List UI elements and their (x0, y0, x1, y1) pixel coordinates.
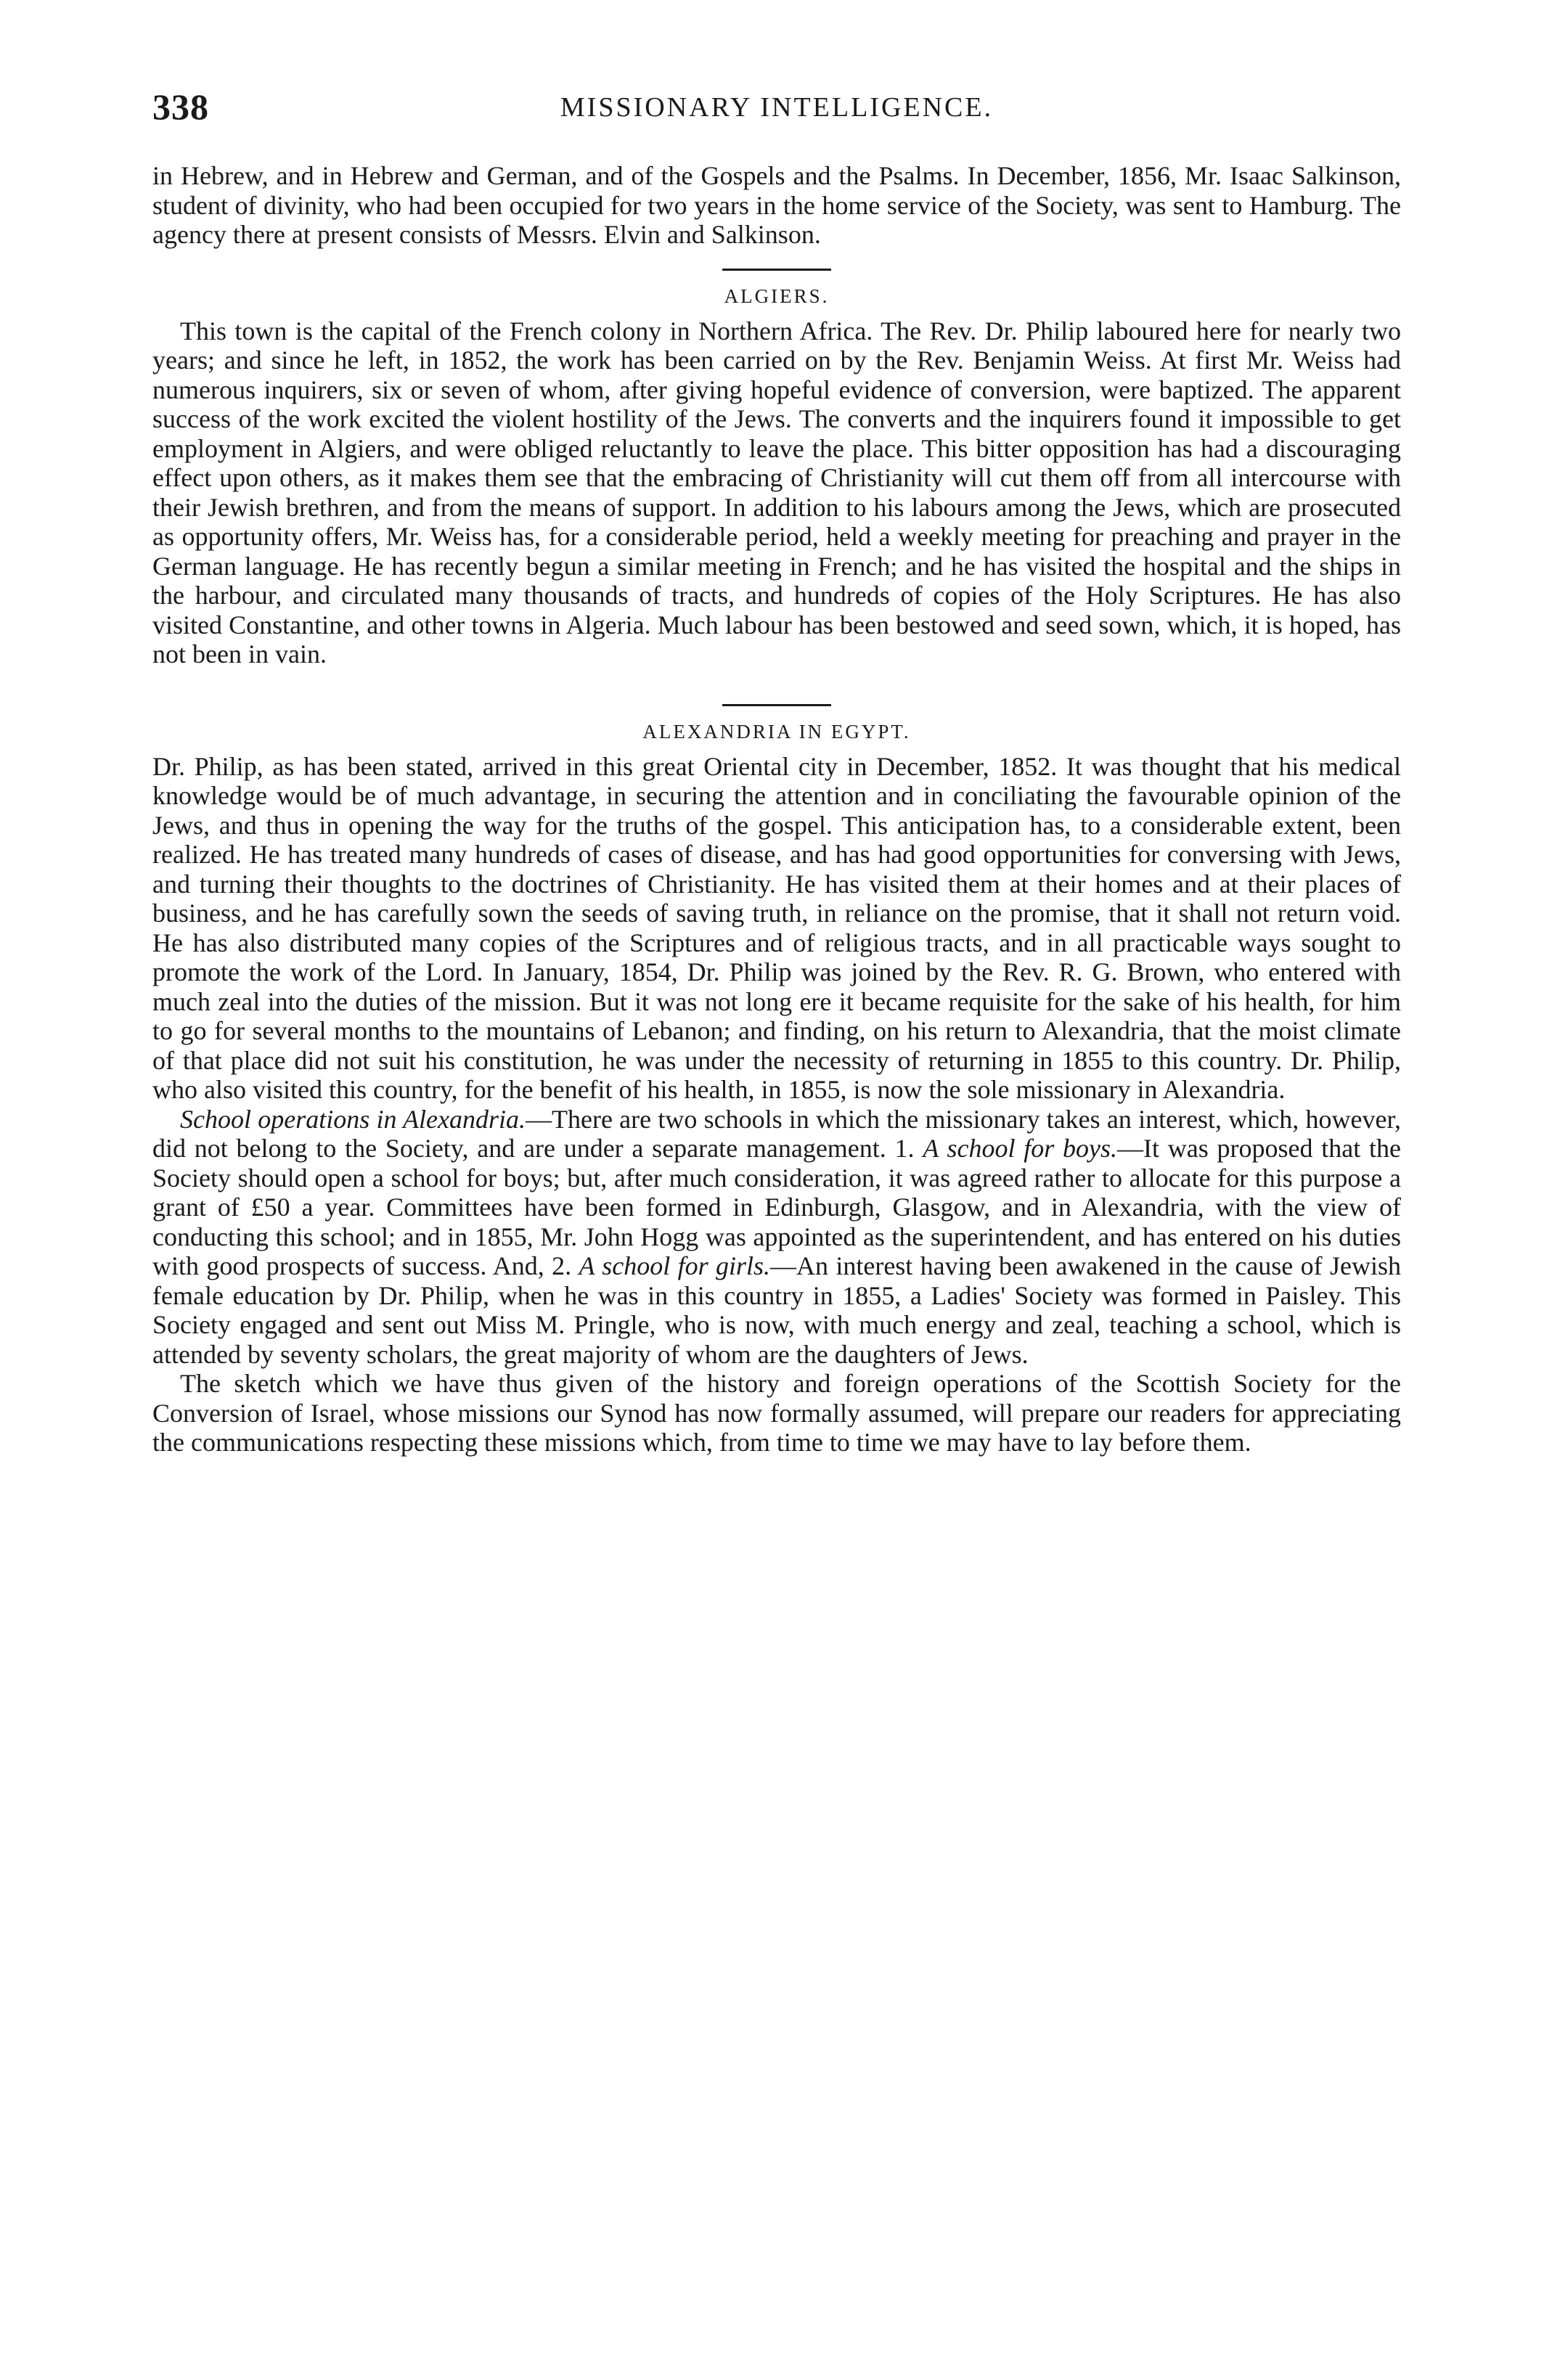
running-title: MISSIONARY INTELLIGENCE. (560, 92, 994, 123)
section-divider (722, 704, 831, 706)
alexandria-paragraph: Dr. Philip, as has been stated, arrived in this great Oriental city in December, 1852. It was thought that his medical knowledge would be of much advantage, in securing the attention and in conciliating the favourable opinion of the Jews, and thus in opening the way for the truths of the gospel. This anticipation has, to a considerable extent, been realized. He has treated many hundreds of cases of disease, and has had good opportunities for conversing with Jews, and turning their thoughts to the doctrines of Christianity. He has visited them at their homes and at their places of business, and he has carefully sown the seeds of saving truth, in reliance on the promise, that it shall not return void. He has also distributed many copies of the Scriptures and of religious tracts, and in all practicable ways sought to promote the work of the Lord. In January, 1854, Dr. Philip was joined by the Rev. R. G. Brown, who entered with much zeal into the duties of the mission. But it was not long ere it became requisite for the sake of his health, for him to go for several months to the mountains of Lebanon; and finding, on his return to Alexandria, that the moist climate of that place did not suit his constitution, he was under the necessity of returning in 1855 to this country. Dr. Philip, who also visited this country, for the benefit of his health, in 1855, is now the sole missionary in Alexandria. (152, 751, 1401, 1104)
page-number: 338 (152, 86, 209, 127)
page-content (152, 86, 1401, 1457)
intro-paragraph: in Hebrew, and in Hebrew and German, and of the Gospels and the Psalms. In December, 1856, Mr. Isaac Salkinson, student of divinity, who had been occupied for two years in the home service of the Society, was sent to Hamburg. The agency there at present consists of Messrs. Elvin and Salkinson. (152, 161, 1401, 249)
boys-school-title: A school for boys. (923, 1134, 1117, 1163)
school-operations-paragraph (152, 1105, 1401, 1370)
section-divider (722, 269, 831, 271)
alexandria-heading: ALEXANDRIA IN EGYPT. (642, 720, 911, 743)
algiers-heading: ALGIERS. (724, 285, 830, 307)
girls-school-title: A school for girls. (579, 1251, 770, 1280)
algiers-paragraph: This town is the capital of the French colony in Northern Africa. The Rev. Dr. Philip laboured here for nearly two years; and since he left, in 1852, the work has been carried on by the Rev. Benjamin Weiss. At first Mr. Weiss had numerous inquirers, six or seven of whom, after giving hopeful evidence of conversion, were baptized. The apparent success of the work excited the violent hostility of the Jews. The converts and the inquirers found it impossible to get employment in Algiers, and were obliged reluctantly to leave the place. This bitter opposition has had a discouraging effect upon others, as it makes them see that the embracing of Christianity will cut them off from all intercourse with their Jewish brethren, and from the means of support. In addition to his labours among the Jews, which are prosecuted as opportunity offers, Mr. Weiss has, for a considerable period, held a weekly meeting for preaching and prayer in the German language. He has recently begun a similar meeting in French; and he has visited the hospital and the ships in the harbour, and circulated many thousands of tracts, and hundreds of copies of the Holy Scriptures. He has also visited Constantine, and other towns in Algeria. Much labour has been bestowed and seed sown, which, it is hoped, has not been in vain. (152, 316, 1401, 668)
closing-paragraph: The sketch which we have thus given of the history and foreign operations of the Scottish Society for the Conversion of Israel, whose missions our Synod has now formally assumed, will prepare our readers for appreciating the communications respecting these missions which, from time to time we may have to lay before them. (152, 1369, 1401, 1457)
boys-school-text: —It was proposed that the Society should open a school for boys; but, after much consideration, it was agreed rather to allocate for this purpose a grant of £50 a year. Committees have been formed in Edinburgh, Glasgow, and in Alexandria, with the view of conducting this school; and in 1855, Mr. John Hogg was appointed as the superintendent, and has entered on his duties with good prospects of success. And, 2. (152, 1134, 1401, 1280)
school-operations-intro: —There are two schools in which the missionary takes an interest, which, however, did not belong to the Society, and are under a separate management. 1. (152, 1104, 1401, 1163)
page-header (152, 86, 1401, 136)
girls-school-text: —An interest having been awakened in the cause of Jewish female education by Dr. Philip, when he was in this country in 1855, a Ladies' Society was formed in Paisley. This Society engaged and sent out Miss M. Pringle, who is now, with much energy and zeal, teaching a school, which is attended by seventy scholars, the great majority of whom are the daughters of Jews. (152, 1251, 1402, 1369)
school-operations-title: School operations in Alexandria. (180, 1104, 526, 1134)
